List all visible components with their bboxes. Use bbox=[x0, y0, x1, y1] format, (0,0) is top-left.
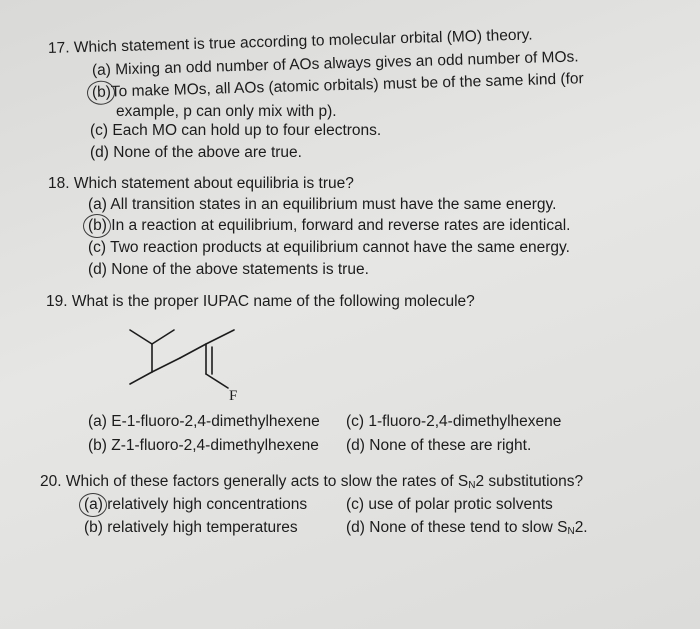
choice-letter: (d) bbox=[90, 144, 109, 161]
choice-letter: (b) bbox=[84, 519, 103, 536]
question-number: 18. bbox=[48, 175, 70, 192]
choice-letter: (b) bbox=[88, 437, 107, 454]
choice-text: Two reaction products at equilibrium cannot have the same energy. bbox=[110, 239, 570, 256]
question-number: 19. bbox=[46, 293, 68, 310]
q20-choice-b bbox=[84, 519, 298, 537]
q20-choice-c bbox=[346, 496, 553, 514]
q19-choice-d bbox=[346, 437, 531, 455]
bond bbox=[130, 330, 152, 344]
question-19-stem bbox=[46, 293, 475, 311]
q20-choice-a bbox=[84, 496, 307, 514]
choice-letter: (d) bbox=[88, 261, 107, 278]
choice-letter: (c) bbox=[346, 496, 365, 513]
q20-choice-d bbox=[346, 519, 588, 541]
question-text: What is the proper IUPAC name of the following molecule? bbox=[71, 293, 475, 310]
q18-choice-d bbox=[88, 261, 369, 279]
choice-text: relatively high concentrations bbox=[107, 496, 308, 513]
q19-choice-b bbox=[88, 437, 319, 455]
choice-letter: (d) bbox=[346, 519, 365, 536]
choice-letter: (a) bbox=[88, 413, 107, 430]
choice-letter: (c) bbox=[90, 122, 109, 139]
question-text: Which of these factors generally acts to slow the rates of $S_N2$ substitutions? bbox=[65, 473, 584, 491]
choice-text: All transition states in an equilibrium must have the same energy. bbox=[110, 196, 557, 213]
molecule-structure bbox=[128, 322, 268, 402]
question-number: 17. bbox=[47, 39, 70, 57]
q18-choice-b bbox=[88, 217, 570, 235]
choice-letter: (c) bbox=[88, 239, 107, 256]
choice-text: None of these tend to slow $S_N2$. bbox=[369, 519, 588, 537]
choice-text: None of these are right. bbox=[369, 437, 532, 454]
choice-text: In a reaction at equilibrium, forward and reverse rates are identical. bbox=[111, 217, 571, 234]
choice-letter: (c) bbox=[346, 413, 365, 430]
choice-text: use of polar protic solvents bbox=[368, 496, 553, 513]
bond bbox=[152, 330, 174, 344]
fluorine-label: F bbox=[229, 388, 238, 402]
q17-choice-b-continued: example, p can only mix with p). bbox=[116, 103, 337, 120]
choice-letter-circled: (a) bbox=[84, 496, 103, 513]
question-18-stem bbox=[48, 175, 354, 193]
question-20-stem bbox=[40, 473, 583, 495]
choice-letter: (a) bbox=[88, 196, 107, 213]
bond bbox=[180, 344, 206, 358]
choice-text: E-1-fluoro-2,4-dimethylhexene bbox=[111, 413, 320, 430]
q19-choice-a bbox=[88, 413, 320, 431]
q17-choice-c bbox=[90, 122, 381, 140]
choice-text: None of the above statements is true. bbox=[111, 261, 369, 278]
choice-text: relatively high temperatures bbox=[107, 519, 298, 536]
bond bbox=[152, 358, 180, 372]
choice-letter-circled: (b) bbox=[91, 83, 112, 101]
question-number: 20. bbox=[40, 473, 62, 490]
question-text: Which statement is true according to molecular orbital (MO) theory. bbox=[73, 26, 533, 57]
choice-text: 1-fluoro-2,4-dimethylhexene bbox=[368, 413, 562, 430]
q17-choice-d bbox=[90, 144, 302, 162]
q18-choice-a bbox=[88, 196, 556, 214]
choice-text: None of the above are true. bbox=[113, 144, 302, 161]
bond bbox=[206, 374, 228, 388]
question-text: Which statement about equilibria is true? bbox=[73, 175, 354, 192]
choice-text: Each MO can hold up to four electrons. bbox=[112, 122, 382, 139]
bond bbox=[206, 330, 234, 344]
choice-text: Z-1-fluoro-2,4-dimethylhexene bbox=[111, 437, 319, 454]
choice-letter: (a) bbox=[91, 61, 112, 79]
choice-text: Mixing an odd number of AOs always gives an odd number of MOs. bbox=[115, 48, 579, 79]
bond bbox=[130, 372, 152, 384]
choice-letter: (d) bbox=[346, 437, 365, 454]
choice-letter-circled: (b) bbox=[88, 217, 107, 234]
choice-text: To make MOs, all AOs (atomic orbitals) must be of the same kind (for bbox=[110, 70, 584, 101]
q18-choice-c bbox=[88, 239, 570, 257]
q19-choice-c bbox=[346, 413, 561, 431]
